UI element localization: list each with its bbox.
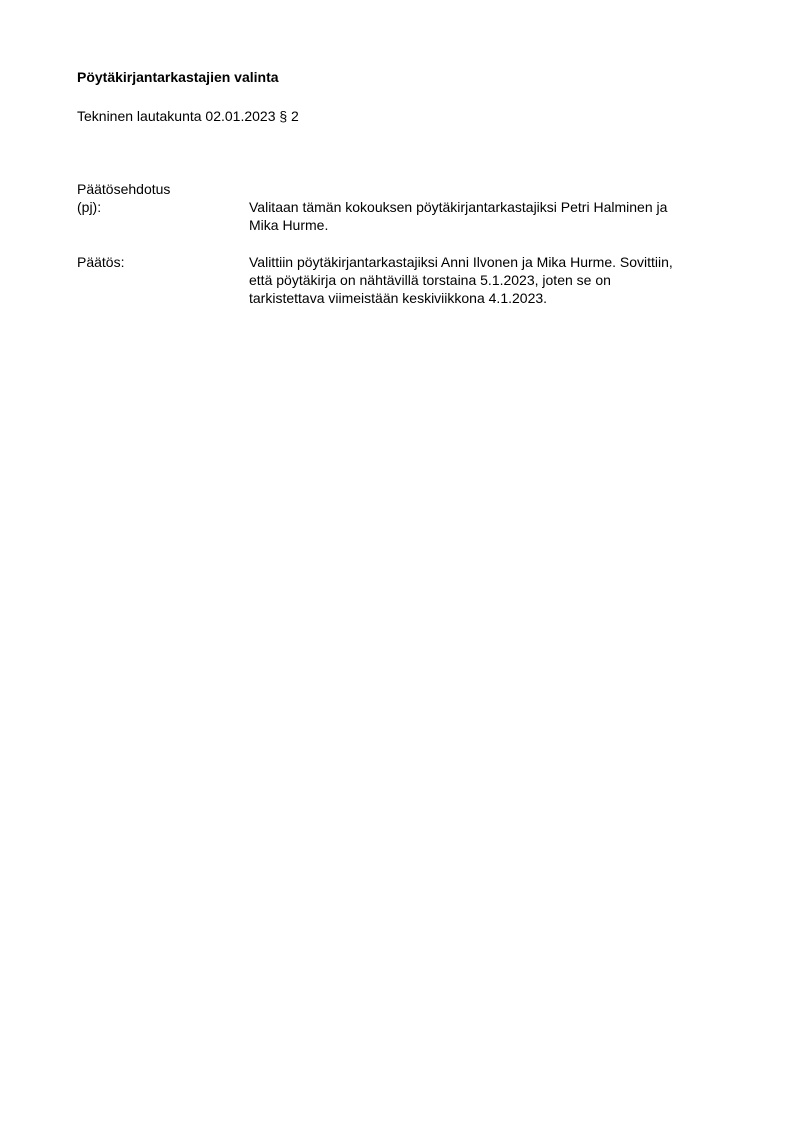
document-title: Pöytäkirjantarkastajien valinta (77, 69, 279, 85)
decision-section (77, 253, 737, 313)
decision-text-line-1: Valittiin pöytäkirjantarkastajiksi Anni Ilvonen ja Mika Hurme. Sovittiin, (249, 254, 673, 270)
decision-label-text: Päätös: (77, 254, 125, 270)
proposal-text-line-2: Mika Hurme. (249, 217, 329, 233)
decision-text-line-3: tarkistettava viimeistään keskiviikkona 4.1.2023. (249, 290, 548, 306)
decision-label (77, 253, 247, 271)
proposal-label-line-1: Päätösehdotus (77, 181, 171, 197)
proposal-label-line-2: (pj): (77, 199, 102, 215)
meeting-reference: Tekninen lautakunta 02.01.2023 § 2 (77, 108, 299, 124)
decision-text (249, 253, 735, 307)
proposal-label (77, 180, 247, 216)
proposal-text (249, 198, 735, 234)
decision-text-line-2: että pöytäkirja on nähtävillä torstaina 5.1.2023, joten se on (249, 272, 611, 288)
proposal-text-line-1: Valitaan tämän kokouksen pöytäkirjantarkastajiksi Petri Halminen ja (249, 199, 668, 215)
proposal-section (77, 180, 737, 240)
